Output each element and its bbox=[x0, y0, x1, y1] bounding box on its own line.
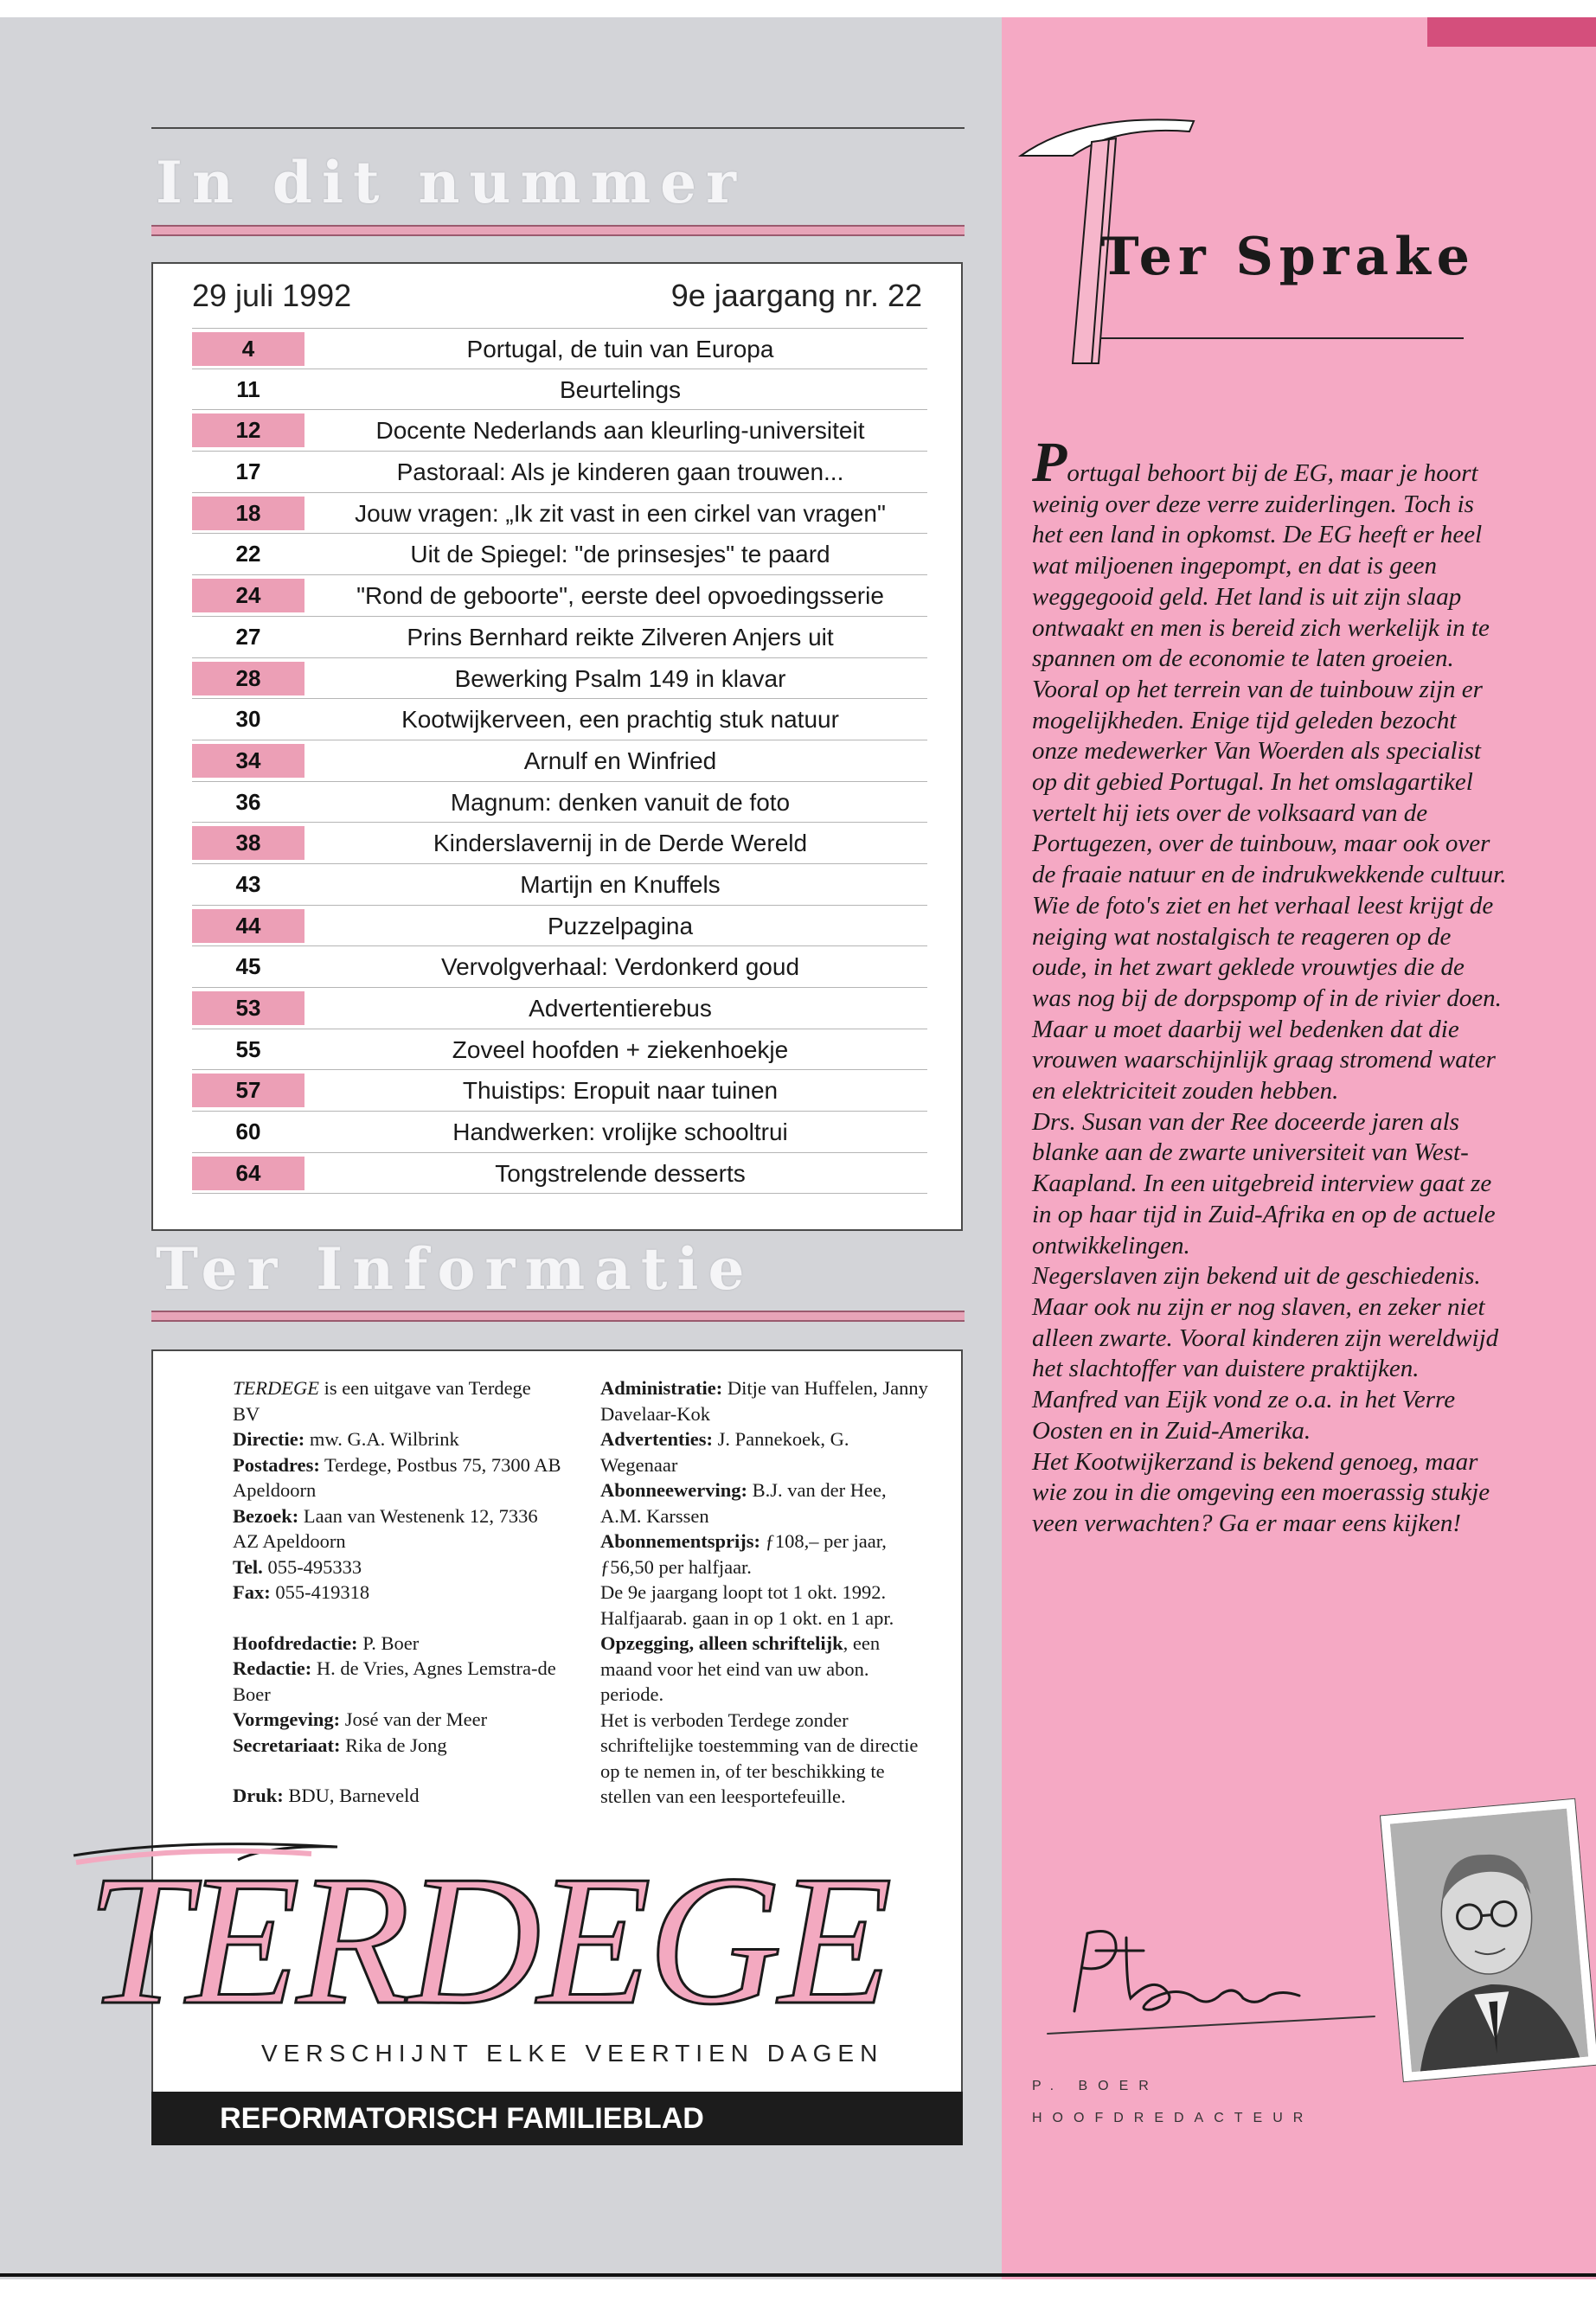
contents-row bbox=[192, 575, 927, 617]
author-name: P. BOER bbox=[1032, 2079, 1159, 2093]
colophon-publisher: TERDEGE is een uitgave van Terdege BV bbox=[233, 1377, 531, 1425]
ter-sprake-heading: Ter Sprake bbox=[1100, 227, 1476, 287]
page-number: 64 bbox=[192, 1157, 304, 1190]
colophon-hoofdredactie: Hoofdredactie: P. Boer bbox=[233, 1631, 420, 1654]
contents-row bbox=[192, 1029, 927, 1071]
colophon-advertenties: Advertenties: J. Pannekoek, G. Wegenaar bbox=[600, 1428, 849, 1476]
page-number: 27 bbox=[235, 623, 261, 650]
table-of-contents bbox=[151, 262, 963, 1231]
contents-row bbox=[192, 617, 927, 658]
article-title: Beurtelings bbox=[559, 375, 682, 403]
editorial-paragraph: Negerslaven zijn bekend uit de geschiedenis. Maar ook nu zijn er nog slaven, en zeker niet alleen zwarte. Vooral kinderen zijn wereldwijd het slachtoffer van duistere praktijken. Manfred van Eijk vond ze o.a. in het Verre Oosten en in Zuid-Amerika. bbox=[1032, 1262, 1499, 1445]
contents-list bbox=[192, 328, 927, 1194]
article-title: Advertentierebus bbox=[529, 995, 712, 1022]
contents-row bbox=[192, 823, 927, 864]
page-number: 18 bbox=[192, 497, 304, 530]
page-number: 17 bbox=[235, 458, 261, 485]
colophon-copyright: Het is verboden Terdege zonder schriftelijke toestemming van de directie op te nemen in, of ter beschikking te stellen van een leesportefeuille. bbox=[600, 1708, 919, 1807]
bottom-rule bbox=[0, 2273, 1596, 2277]
article-title: Magnum: denken vanuit de foto bbox=[450, 788, 791, 816]
page-number: 34 bbox=[192, 744, 304, 778]
contents-row bbox=[192, 534, 927, 575]
editorial-text bbox=[1032, 431, 1508, 1540]
colophon-druk: Druk: BDU, Barneveld bbox=[233, 1785, 420, 1806]
page-number: 53 bbox=[192, 991, 304, 1025]
article-title: Portugal, de tuin van Europa bbox=[466, 336, 774, 362]
contents-divider bbox=[151, 225, 965, 236]
contents-row bbox=[192, 740, 927, 782]
article-title: Thuistips: Eropuit naar tuinen bbox=[462, 1077, 779, 1105]
article-title: Martijn en Knuffels bbox=[520, 870, 721, 898]
colophon-administratie: Administratie: Ditje van Huffelen, Janny Davelaar-Kok bbox=[600, 1377, 928, 1425]
colophon-right-column bbox=[600, 1375, 929, 1810]
colophon-left-column bbox=[233, 1375, 561, 1809]
contents-row bbox=[192, 493, 927, 535]
page-number: 11 bbox=[236, 375, 260, 402]
page-number: 24 bbox=[192, 579, 304, 612]
contents-row bbox=[192, 658, 927, 700]
colophon-abonnementsprijs: Abonnementsprijs: ƒ108,– per jaar, ƒ56,50 per halfjaar. bbox=[600, 1530, 887, 1578]
info-divider bbox=[151, 1311, 965, 1322]
article-title: Uit de Spiegel: "de prinsesjes" te paard bbox=[410, 541, 830, 568]
author-photo-image bbox=[1390, 1809, 1588, 2073]
contents-row bbox=[192, 1153, 927, 1195]
article-title: Zoveel hoofden + ziekenhoekje bbox=[452, 1035, 789, 1063]
editorial-paragraph: Wie de foto's ziet en het verhaal leest krijgt de neiging wat nostalgisch te reageren op de oude, in het zwart geklede vrouwtjes die de was nog bij de dorpspomp of in de rivier doen. Maar u moet daarbij wel bedenken dat die vrouwen waarschijnlijk graag stromend water en elektriciteit zouden hebben. bbox=[1032, 891, 1502, 1106]
corner-stripe bbox=[1427, 17, 1596, 47]
colophon-tel: Tel. 055-495333 bbox=[233, 1555, 362, 1578]
issue-volume: 9e jaargang nr. 22 bbox=[670, 278, 922, 313]
article-title: Docente Nederlands aan kleurling-universiteit bbox=[375, 417, 865, 445]
colophon-bezoek: Bezoek: Laan van Westenenk 12, 7336 AZ Apeldoorn bbox=[233, 1504, 538, 1552]
page-number: 38 bbox=[192, 826, 304, 860]
page-number: 60 bbox=[235, 1118, 261, 1145]
article-title: Vervolgverhaal: Verdonkerd goud bbox=[440, 953, 800, 981]
colophon-jaargang: De 9e jaargang loopt tot 1 okt. 1992. Halfjaarab. gaan in op 1 okt. en 1 apr. Opzegging, alleen schriftelijk, een maand voor het eind van uw abon. periode. bbox=[600, 1581, 894, 1705]
contents-row bbox=[192, 1070, 927, 1112]
info-heading: Ter Informatie bbox=[156, 1235, 754, 1303]
article-title: "Rond de geboorte", eerste deel opvoedingsserie bbox=[356, 582, 884, 610]
colophon-redactie: Redactie: H. de Vries, Agnes Lemstra-de Boer bbox=[233, 1657, 556, 1705]
contents-row bbox=[192, 410, 927, 452]
colophon-secretariaat: Secretariaat: Rika de Jong bbox=[233, 1734, 447, 1756]
author-role: HOOFDREDACTEUR bbox=[1032, 2111, 1314, 2125]
author-photo bbox=[1380, 1798, 1596, 2083]
banner-text: REFORMATORISCH FAMILIEBLAD bbox=[220, 2102, 704, 2135]
contents-row bbox=[192, 328, 927, 369]
logo-banner bbox=[151, 2092, 963, 2145]
terdege-logo bbox=[52, 1821, 995, 2043]
article-title: Tongstrelende desserts bbox=[495, 1159, 746, 1187]
top-rule bbox=[151, 127, 965, 129]
page-number: 57 bbox=[192, 1074, 304, 1107]
logo-tagline: VERSCHIJNT ELKE VEERTIEN DAGEN bbox=[261, 2040, 884, 2067]
editorial-paragraph: Portugal behoort bij de EG, maar je hoort weinig over deze verre zuiderlingen. Toch is het een land in opkomst. De EG heeft er heel wat miljoenen ingepompt, en dat is geen weggegooid geld. Het land is uit zijn slaap ontwaakt en men is bereid zich werkelijk in te spannen om de economie te laten groeien. Vooral op het terrein van de tuinbouw zijn er mogelijkheden. Enige tijd geleden bezocht onze medewerker Van Woerden als specialist op dit gebied Portugal. In het omslagartikel vertelt hij iets over de volksaard van de Portugezen, over de tuinbouw, maar ook over de fraaie natuur en de indrukwekkende cultuur. bbox=[1032, 431, 1507, 889]
colophon-postadres: Postadres: Terdege, Postbus 75, 7300 AB Apeldoorn bbox=[233, 1453, 561, 1501]
contents-row bbox=[192, 1112, 927, 1153]
article-title: Kinderslavernij in de Derde Wereld bbox=[433, 830, 808, 857]
article-title: Pastoraal: Als je kinderen gaan trouwen... bbox=[396, 458, 844, 486]
page-number: 43 bbox=[235, 870, 261, 897]
article-title: Jouw vragen: „Ik zit vast in een cirkel van vragen" bbox=[355, 499, 886, 527]
page-number: 22 bbox=[235, 541, 261, 567]
article-title: Bewerking Psalm 149 in klavar bbox=[454, 664, 786, 692]
contents-row bbox=[192, 906, 927, 947]
contents-row bbox=[192, 699, 927, 740]
page-number: 28 bbox=[192, 662, 304, 695]
page-number: 44 bbox=[192, 909, 304, 943]
contents-row bbox=[192, 988, 927, 1029]
article-title: Arnulf en Winfried bbox=[523, 747, 717, 774]
logo-wordmark: TERDEGE bbox=[87, 1836, 889, 2043]
issue-date: 29 juli 1992 bbox=[192, 278, 352, 313]
colophon-vormgeving: Vormgeving: José van der Meer bbox=[233, 1708, 488, 1730]
page-number: 30 bbox=[235, 706, 261, 733]
page-number: 45 bbox=[235, 953, 261, 980]
page-number: 12 bbox=[192, 413, 304, 447]
editorial-paragraph: Het Kootwijkerzand is bekend genoeg, maar wie zou in die omgeving een moerassig stukje veen verwachten? Ga er maar eens kijken! bbox=[1032, 1447, 1490, 1537]
contents-row bbox=[192, 452, 927, 493]
colophon-abonneewerving: Abonneewerving: B.J. van der Hee, A.M. Karssen bbox=[600, 1479, 887, 1527]
colophon-fax: Fax: 055-419318 bbox=[233, 1581, 370, 1603]
article-title: Puzzelpagina bbox=[547, 912, 694, 939]
page-number: 4 bbox=[192, 332, 304, 366]
heading-rule bbox=[1100, 337, 1464, 339]
editorial-dropcap: P bbox=[1032, 431, 1067, 494]
contents-row bbox=[192, 946, 927, 988]
page-number: 55 bbox=[235, 1035, 261, 1062]
contents-row bbox=[192, 864, 927, 906]
contents-row bbox=[192, 782, 927, 824]
editorial-paragraph: Drs. Susan van der Ree doceerde jaren als blanke aan de zwarte universiteit van West-Kaapland. In een uitgebreid interview gaat ze in op haar tijd in Zuid-Afrika en op de actuele ontwikkelingen. bbox=[1032, 1107, 1496, 1259]
article-title: Handwerken: vrolijke schooltrui bbox=[452, 1118, 788, 1146]
contents-row bbox=[192, 369, 927, 411]
contents-heading: In dit nummer bbox=[156, 149, 746, 216]
article-title: Kootwijkerveen, een prachtig stuk natuur bbox=[401, 706, 839, 734]
signature bbox=[1048, 1916, 1377, 2029]
article-title: Prins Bernhard reikte Zilveren Anjers uit bbox=[407, 623, 834, 651]
colophon-directie: Directie: mw. G.A. Wilbrink bbox=[233, 1428, 459, 1450]
page-number: 36 bbox=[235, 788, 261, 815]
